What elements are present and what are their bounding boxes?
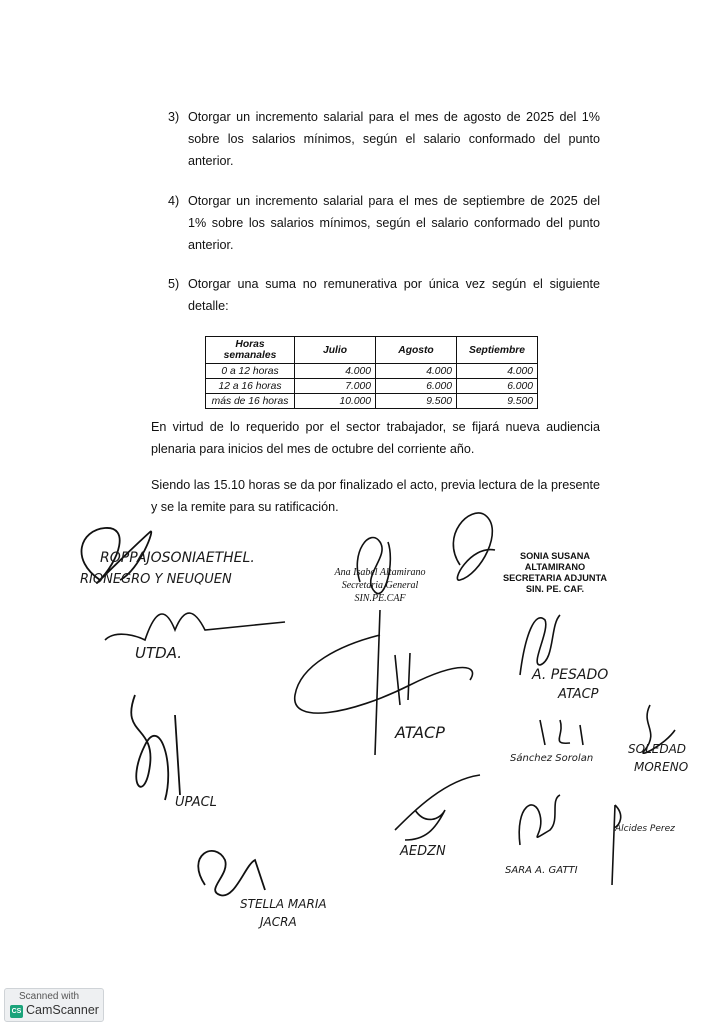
item-3 xyxy=(168,106,600,172)
paragraph-cierre: Siendo las 15.10 horas se da por finalizado el acto, previa lectura de la presente y se la remite para su ratificación. xyxy=(151,478,600,514)
table-cell: 9.500 xyxy=(457,394,538,409)
signature-scribble xyxy=(505,715,625,775)
signature-org: UTDA. xyxy=(135,644,182,662)
table-cell: 0 a 12 horas xyxy=(206,364,295,379)
table-cell: 7.000 xyxy=(295,379,376,394)
watermark-brand: CamScanner xyxy=(26,1003,99,1017)
signature-scribble xyxy=(280,605,500,765)
signature-pesado xyxy=(510,605,650,715)
signature-region: RIONEGRO Y NEUQUEN xyxy=(80,572,232,587)
item-text: Otorgar un incremento salarial para el mes de septiembre de 2025 del 1% sobre los salarios mínimos, según el salario conformado del punto anterior. xyxy=(188,194,600,252)
table-header: Septiembre xyxy=(457,337,538,364)
table-header: Julio xyxy=(295,337,376,364)
stamp-name: SONIA SUSANA ALTAMIRANO xyxy=(519,551,591,572)
signature-alcides xyxy=(600,800,700,890)
signature-org: ATACP xyxy=(395,723,445,742)
signature-surname: MORENO xyxy=(634,760,689,774)
table-cell: 4.000 xyxy=(457,364,538,379)
signature-name: SARA A. GATTI xyxy=(505,865,578,876)
seal-name: Ana Isabel Altamirano xyxy=(334,567,426,578)
signature-soledad xyxy=(620,700,710,790)
signature-org: AEDZN xyxy=(400,844,446,859)
signature-name: A. PESADO xyxy=(532,667,609,683)
item-text: Otorgar una suma no remunerativa por única vez según el siguiente detalle: xyxy=(188,277,600,313)
signature-stella xyxy=(175,835,375,935)
signature-name: STELLA MARIA xyxy=(240,897,327,911)
signature-sanchez xyxy=(505,715,625,775)
signature-aedzn xyxy=(385,770,495,870)
table-cell: 4.000 xyxy=(295,364,376,379)
seal-stamp xyxy=(310,566,450,605)
table-cell: 10.000 xyxy=(295,394,376,409)
stamp-org: SIN. PE. CAF. xyxy=(525,584,585,594)
item-number: 4) xyxy=(168,194,180,208)
item-number: 5) xyxy=(168,277,180,291)
table-row xyxy=(206,379,538,394)
item-number: 3) xyxy=(168,110,180,124)
payment-table xyxy=(205,336,538,409)
signature-upacl xyxy=(105,685,245,835)
stamp-role: SECRETARIA ADJUNTA xyxy=(502,573,608,583)
signature-roppajo xyxy=(60,520,300,600)
signature-scribble xyxy=(600,800,700,890)
paragraph-audiencia: En virtud de lo requerido por el sector trabajador, se fijará nueva audiencia plenaria para inicios del mes de octubre del corriente año. xyxy=(151,420,600,456)
signature-utda xyxy=(95,600,305,670)
watermark-caption: Scanned with xyxy=(19,991,80,1002)
table-cell: 6.000 xyxy=(457,379,538,394)
signature-name: ROPPAJOSONIAETHEL. xyxy=(100,550,255,566)
table-header: Agosto xyxy=(376,337,457,364)
signature-name: Sánchez Sorolan xyxy=(510,753,594,764)
signature-name: Alcides Perez xyxy=(615,824,675,834)
table-cell: 4.000 xyxy=(376,364,457,379)
table-cell: más de 16 horas xyxy=(206,394,295,409)
camscanner-watermark xyxy=(4,988,104,1022)
signature-org: UPACL xyxy=(175,795,217,810)
signature-altamirano xyxy=(300,522,460,612)
signature-org: ATACP xyxy=(558,687,599,702)
item-5 xyxy=(168,273,600,317)
signature-name: SOLEDAD xyxy=(628,742,687,756)
table-header: Horas semanales xyxy=(206,337,295,364)
signature-scribble xyxy=(105,685,245,835)
table-cell: 6.000 xyxy=(376,379,457,394)
signature-surname: JACRA xyxy=(260,915,297,929)
signature-scribble xyxy=(95,600,305,670)
item-4 xyxy=(168,190,600,256)
signature-central xyxy=(280,605,500,765)
table-cell: 12 a 16 horas xyxy=(206,379,295,394)
signature-sonia xyxy=(440,505,620,595)
table-cell: 9.500 xyxy=(376,394,457,409)
seal-role: Secretaria General xyxy=(341,580,419,591)
stamp-block xyxy=(490,551,620,595)
signature-sara xyxy=(500,785,600,885)
item-text: Otorgar un incremento salarial para el mes de agosto de 2025 del 1% sobre los salarios mínimos, según el salario conformado del punto anterior. xyxy=(188,110,600,168)
table-row xyxy=(206,394,538,409)
table-header-row xyxy=(206,337,538,364)
seal-org: SIN.PE.CAF xyxy=(354,593,406,604)
table-row xyxy=(206,364,538,379)
camscanner-logo-icon: CS xyxy=(10,1005,23,1018)
